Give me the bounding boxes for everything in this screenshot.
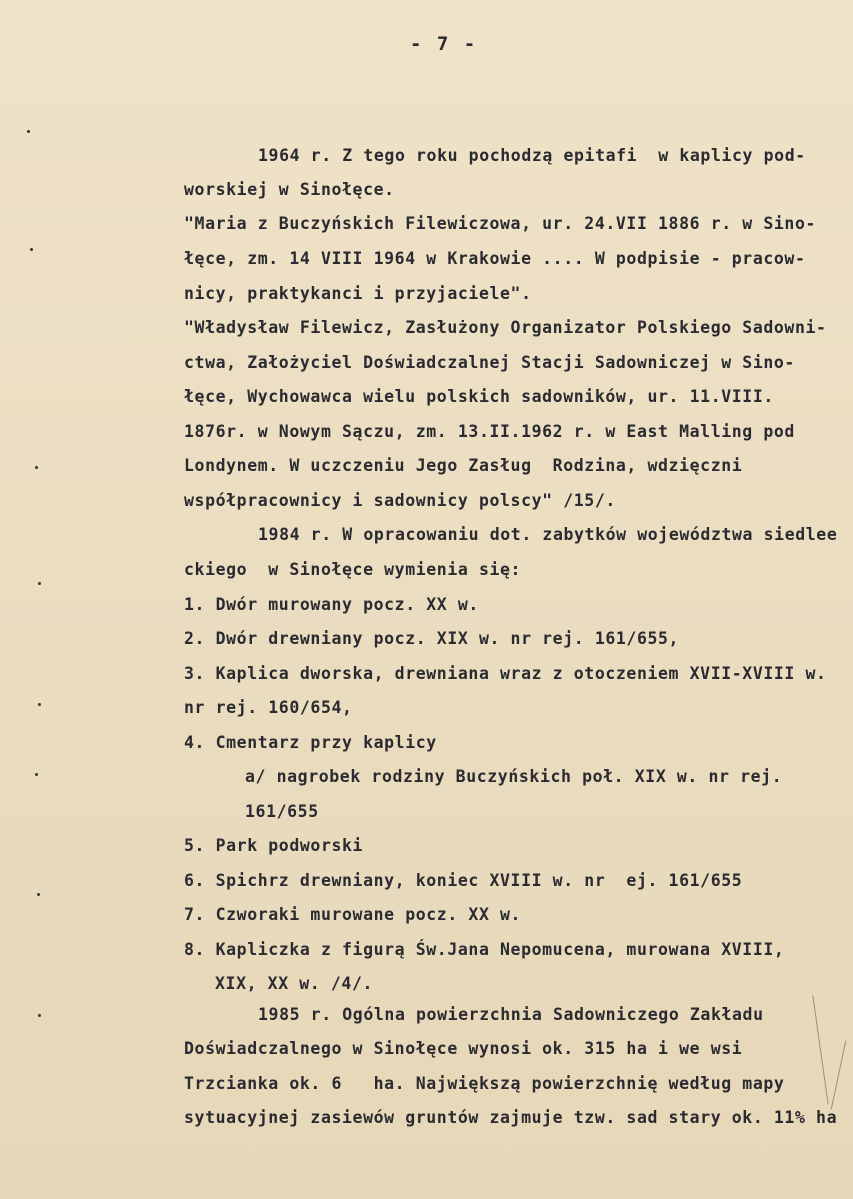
text-line: 1985 r. Ogólna powierzchnia Sadowniczego Zakładu: [258, 1005, 764, 1024]
text-line: współpracownicy i sadownicy polscy" /15/.: [184, 491, 616, 510]
list-item: XIX, XX w. /4/.: [215, 974, 374, 993]
text-line: "Władysław Filewicz, Zasłużony Organizator Polskiego Sadowni-: [184, 318, 827, 337]
text-line: ckiego w Sinołęce wymienia się:: [184, 560, 522, 579]
list-item: nr rej. 160/654,: [184, 698, 353, 717]
text-line: 1984 r. W opracowaniu dot. zabytków województwa siedlee: [258, 525, 838, 544]
text-line: łęce, zm. 14 VIII 1964 w Krakowie .... W podpisie - pracow-: [184, 249, 806, 268]
margin-speck: [35, 773, 38, 776]
margin-speck: [30, 248, 33, 251]
text-line: nicy, praktykanci i przyjaciele".: [184, 284, 532, 303]
list-item: 2. Dwór drewniany pocz. XIX w. nr rej. 161/655,: [184, 629, 680, 648]
margin-speck: [38, 703, 41, 706]
text-line: 1964 r. Z tego roku pochodzą epitafi w kaplicy pod-: [258, 146, 806, 165]
list-subitem: 161/655: [245, 802, 319, 821]
list-item: 3. Kaplica dworska, drewniana wraz z otoczeniem XVII-XVIII w.: [184, 664, 827, 683]
text-line: ctwa, Założyciel Doświadczalnej Stacji Sadowniczej w Sino-: [184, 353, 795, 372]
margin-speck: [38, 1014, 41, 1017]
paper-edge-mark: [831, 1041, 847, 1110]
list-item: 4. Cmentarz przy kaplicy: [184, 733, 437, 752]
list-item: 7. Czworaki murowane pocz. XX w.: [184, 905, 522, 924]
text-line: Londynem. W uczczeniu Jego Zasług Rodzina, wdzięczni: [184, 456, 743, 475]
margin-speck: [35, 466, 38, 469]
text-line: łęce, Wychowawca wielu polskich sadowników, ur. 11.VIII.: [184, 387, 774, 406]
text-line: Trzcianka ok. 6 ha. Największą powierzchnię według mapy: [184, 1074, 785, 1093]
list-item: 1. Dwór murowany pocz. XX w.: [184, 595, 479, 614]
margin-speck: [27, 130, 30, 133]
text-line: worskiej w Sinołęce.: [184, 180, 395, 199]
list-item: 5. Park podworski: [184, 836, 364, 855]
list-item: 6. Spichrz drewniany, koniec XVIII w. nr ej. 161/655: [184, 871, 743, 890]
margin-speck: [37, 893, 40, 896]
page-number: - 7 -: [410, 33, 478, 55]
margin-speck: [38, 582, 41, 585]
list-subitem: a/ nagrobek rodziny Buczyńskich poł. XIX w. nr rej.: [245, 767, 783, 786]
text-line: "Maria z Buczyńskich Filewiczowa, ur. 24.VII 1886 r. w Sino-: [184, 214, 817, 233]
paper-edge-mark: [812, 995, 828, 1104]
text-line: 1876r. w Nowym Sączu, zm. 13.II.1962 r. w East Malling pod: [184, 422, 795, 441]
list-item: 8. Kapliczka z figurą Św.Jana Nepomucena, murowana XVIII,: [184, 940, 785, 959]
text-line: sytuacyjnej zasiewów gruntów zajmuje tzw. sad stary ok. 11% ha: [184, 1108, 838, 1127]
text-line: Doświadczalnego w Sinołęce wynosi ok. 315 ha i we wsi: [184, 1039, 743, 1058]
